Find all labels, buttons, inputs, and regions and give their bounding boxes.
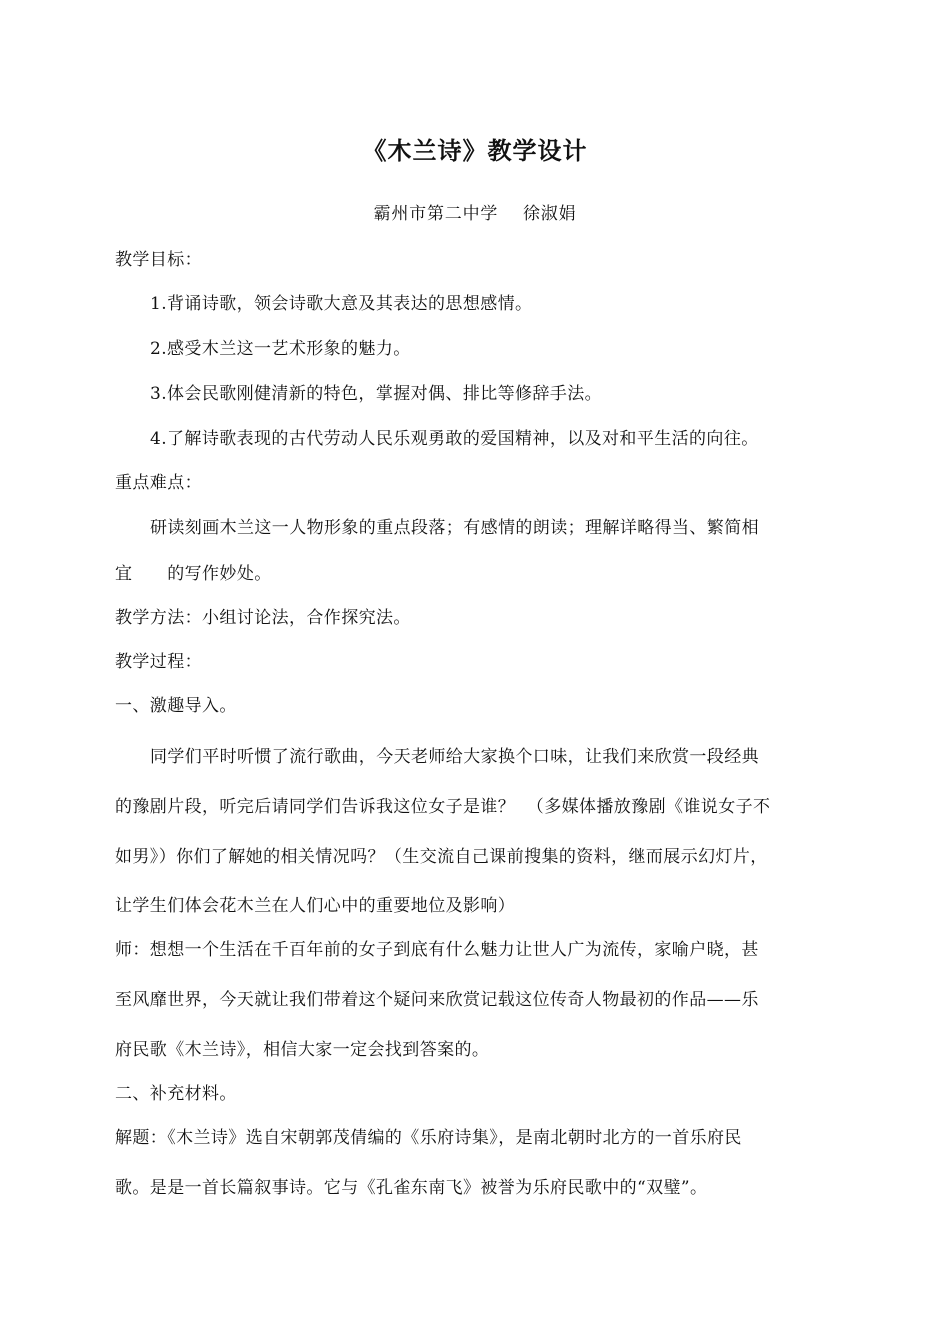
goal-item: 3.体会民歌刚健清新的特色，掌握对偶、排比等修辞手法。 xyxy=(150,384,603,404)
key-points-text: 研读刻画木兰这一人物形象的重点段落；有感情的朗读；理解详略得当、繁简相 xyxy=(150,518,759,538)
teacher-paragraph: 府民歌《木兰诗》，相信大家一定会找到答案的。 xyxy=(115,1040,490,1060)
section2-heading: 二、补充材料。 xyxy=(115,1084,237,1104)
teacher-paragraph: 师：想想一个生活在千百年前的女子到底有什么魅力让世人广为流传，家喻户晓，甚 xyxy=(115,940,759,960)
teacher-paragraph: 至风靡世界，今天就让我们带着这个疑问来欣赏记载这位传奇人物最初的作品——乐 xyxy=(115,990,759,1010)
section1-paragraph: 同学们平时听惯了流行歌曲，今天老师给大家换个口味，让我们来欣赏一段经典 xyxy=(150,747,759,767)
section2-paragraph: 歌。是是一首长篇叙事诗。它与《孔雀东南飞》被誉为乐府民歌中的“双璧”。 xyxy=(115,1178,708,1198)
goals-heading: 教学目标： xyxy=(115,250,202,270)
section2-paragraph: 解题：《木兰诗》选自宋朝郭茂倩编的《乐府诗集》，是南北朝时北方的一首乐府民 xyxy=(115,1128,742,1148)
document-title: 《木兰诗》教学设计 xyxy=(362,137,588,165)
section1-paragraph: 让学生们体会花木兰在人们心中的重要地位及影响） xyxy=(115,896,516,916)
author-line: 霸州市第二中学 徐淑娟 xyxy=(373,204,577,224)
key-points-text: 宜 的写作妙处。 xyxy=(115,564,272,584)
key-points-heading: 重点难点： xyxy=(115,473,202,493)
method-text: 教学方法：小组讨论法，合作探究法。 xyxy=(115,608,411,628)
process-heading: 教学过程： xyxy=(115,652,202,672)
goal-item: 1.背诵诗歌，领会诗歌大意及其表达的思想感情。 xyxy=(150,294,533,314)
section1-paragraph: 的豫剧片段，听完后请同学们告诉我这位女子是谁？ （多媒体播放豫剧《谁说女子不 xyxy=(115,797,771,817)
section1-heading: 一、激趣导入。 xyxy=(115,696,237,716)
goal-item: 2.感受木兰这一艺术形象的魅力。 xyxy=(150,339,411,359)
goal-item: 4.了解诗歌表现的古代劳动人民乐观勇敢的爱国精神，以及对和平生活的向往。 xyxy=(150,429,759,449)
section1-paragraph: 如男》）你们了解她的相关情况吗？（生交流自己课前搜集的资料，继而展示幻灯片， xyxy=(115,847,768,867)
